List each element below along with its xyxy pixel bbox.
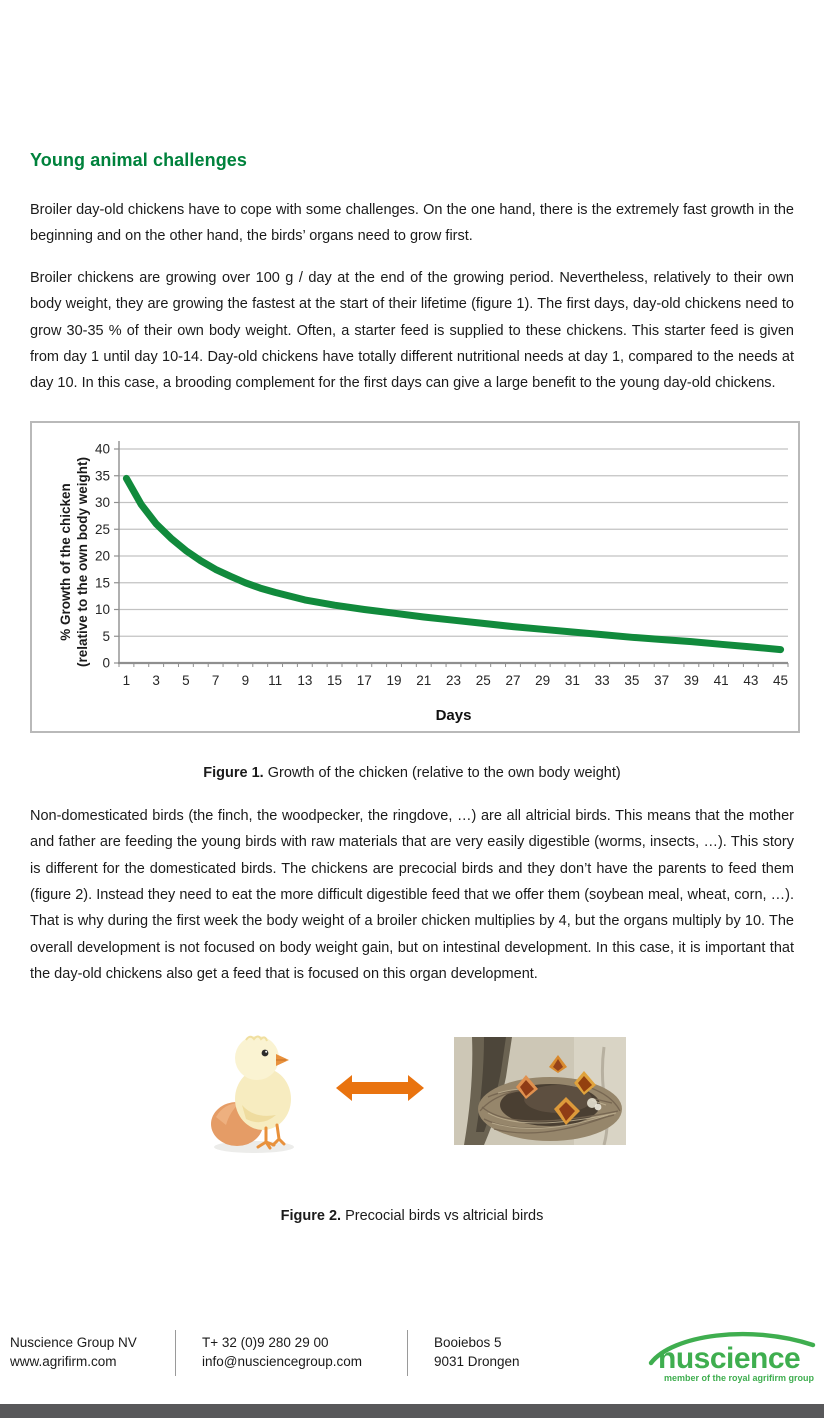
nuscience-logo-image (646, 1330, 818, 1384)
figure1-caption (30, 765, 794, 781)
y-axis-title-line2: (relative to the own body weight) (75, 457, 90, 668)
svg-text:21: 21 (416, 672, 432, 688)
footer-email: info@nusciencegroup.com (202, 1354, 363, 1369)
footer-address-street: Booiebos 5 (434, 1335, 502, 1350)
footer-address-block (434, 1330, 554, 1371)
figure2-images-row (210, 1026, 794, 1156)
svg-text:41: 41 (713, 672, 729, 688)
svg-text:3: 3 (152, 672, 160, 688)
nuscience-logo (646, 1330, 818, 1389)
svg-text:35: 35 (624, 672, 640, 688)
footer-company-name: Nuscience Group NV (10, 1335, 137, 1350)
svg-text:11: 11 (268, 672, 283, 688)
figure1-caption-label: Figure 1. (203, 764, 264, 781)
svg-text:20: 20 (94, 548, 110, 564)
svg-text:45: 45 (773, 672, 789, 688)
figure1-chart-container (30, 421, 800, 733)
page-title: Young animal challenges (30, 150, 248, 170)
figure2-caption (30, 1208, 794, 1224)
svg-text:31: 31 (564, 672, 580, 688)
footer-website: www.agrifirm.com (10, 1354, 117, 1369)
footer-divider-1 (175, 1330, 176, 1376)
svg-text:43: 43 (743, 672, 759, 688)
page-bottom-bar (0, 1404, 824, 1418)
figure1-caption-text: Growth of the chicken (relative to the own body weight) (267, 764, 621, 781)
logo-tagline: member of the royal agrifirm group (663, 1373, 814, 1383)
svg-text:40: 40 (94, 441, 110, 457)
nestlings-image (454, 1037, 626, 1145)
svg-text:27: 27 (505, 672, 521, 688)
svg-text:7: 7 (211, 672, 220, 688)
svg-text:9: 9 (241, 672, 250, 688)
footer-company-block (10, 1330, 175, 1371)
svg-text:0: 0 (102, 655, 110, 671)
svg-text:29: 29 (535, 672, 551, 688)
page-footer (10, 1330, 818, 1389)
double-arrow-shape (336, 1075, 424, 1101)
double-arrow-icon (336, 1071, 424, 1105)
svg-text:Days: Days (435, 706, 472, 724)
logo-wordmark: nuscience (658, 1342, 801, 1375)
svg-text:39: 39 (683, 672, 699, 688)
chart-y-axis-title (54, 429, 94, 719)
svg-text:10: 10 (94, 601, 110, 617)
growth-curve-chart (94, 429, 794, 727)
svg-text:5: 5 (182, 672, 190, 688)
svg-text:23: 23 (445, 672, 462, 688)
svg-text:15: 15 (94, 575, 110, 591)
svg-text:30: 30 (94, 494, 110, 510)
svg-text:33: 33 (594, 672, 610, 688)
svg-text:13: 13 (297, 672, 313, 688)
y-axis-title-line1: % Growth of the chicken (58, 483, 73, 642)
svg-text:35: 35 (94, 468, 110, 484)
svg-text:15: 15 (327, 672, 343, 688)
comparison-arrow-wrap (336, 1071, 424, 1110)
svg-text:25: 25 (475, 672, 491, 688)
svg-text:5: 5 (102, 628, 110, 644)
svg-text:1: 1 (122, 672, 131, 688)
svg-text:19: 19 (386, 672, 402, 688)
paragraph-altricial: Non-domesticated birds (the finch, the woodpecker, the ringdove, …) are all altricial birds. This means that the mother and father are feeding the young birds with raw materials that are very easily digestible (worms, insects, …). This story is different for the domesticated birds. The chickens are precocial birds and they don’t have the parents to feed them (figure 2). Instead they need to eat the more difficult digestible feed that we offer them (soybean meal, wheat, corn, …). That is why during the first week the body weight of a broiler chicken multiplies by 4, but the organs multiply by 10. The overall development is not focused on body weight gain, but on intestinal development. In this case, it is important that the day-old chickens also get a feed that is focused on this organ development. (30, 807, 794, 983)
paragraph-growth: Broiler chickens are growing over 100 g / day at the end of the growing period. Nevertheless, relatively to their own body weight, they are growing the fastest at the start of their lifetime (figure 1). The first days, day-old chickens need to grow 30-35 % of their own body weight. Often, a starter feed is supplied to these chickens. This starter feed is given from day 1 until day 10-14. Day-old chickens have totally different nutritional needs at day 1, compared to the needs at day 10. In this case, a brooding complement for the first days can give a large benefit to the young day-old chickens. (30, 269, 794, 392)
footer-phone: T+ 32 (0)9 280 29 00 (202, 1335, 329, 1350)
chick-with-egg-image (210, 1027, 296, 1155)
svg-text:25: 25 (94, 521, 110, 537)
paragraph-intro: Broiler day-old chickens have to cope with some challenges. On the one hand, there is the extremely fast growth in the beginning and on the other hand, the birds’ organs need to grow first. (30, 202, 794, 245)
footer-contact-block (202, 1330, 407, 1371)
svg-text:17: 17 (356, 672, 372, 688)
footer-address-city: 9031 Drongen (434, 1354, 520, 1369)
footer-divider-2 (407, 1330, 408, 1376)
svg-text:37: 37 (654, 672, 670, 688)
figure2-caption-text: Precocial birds vs altricial birds (345, 1207, 544, 1224)
figure2-caption-label: Figure 2. (280, 1207, 342, 1224)
